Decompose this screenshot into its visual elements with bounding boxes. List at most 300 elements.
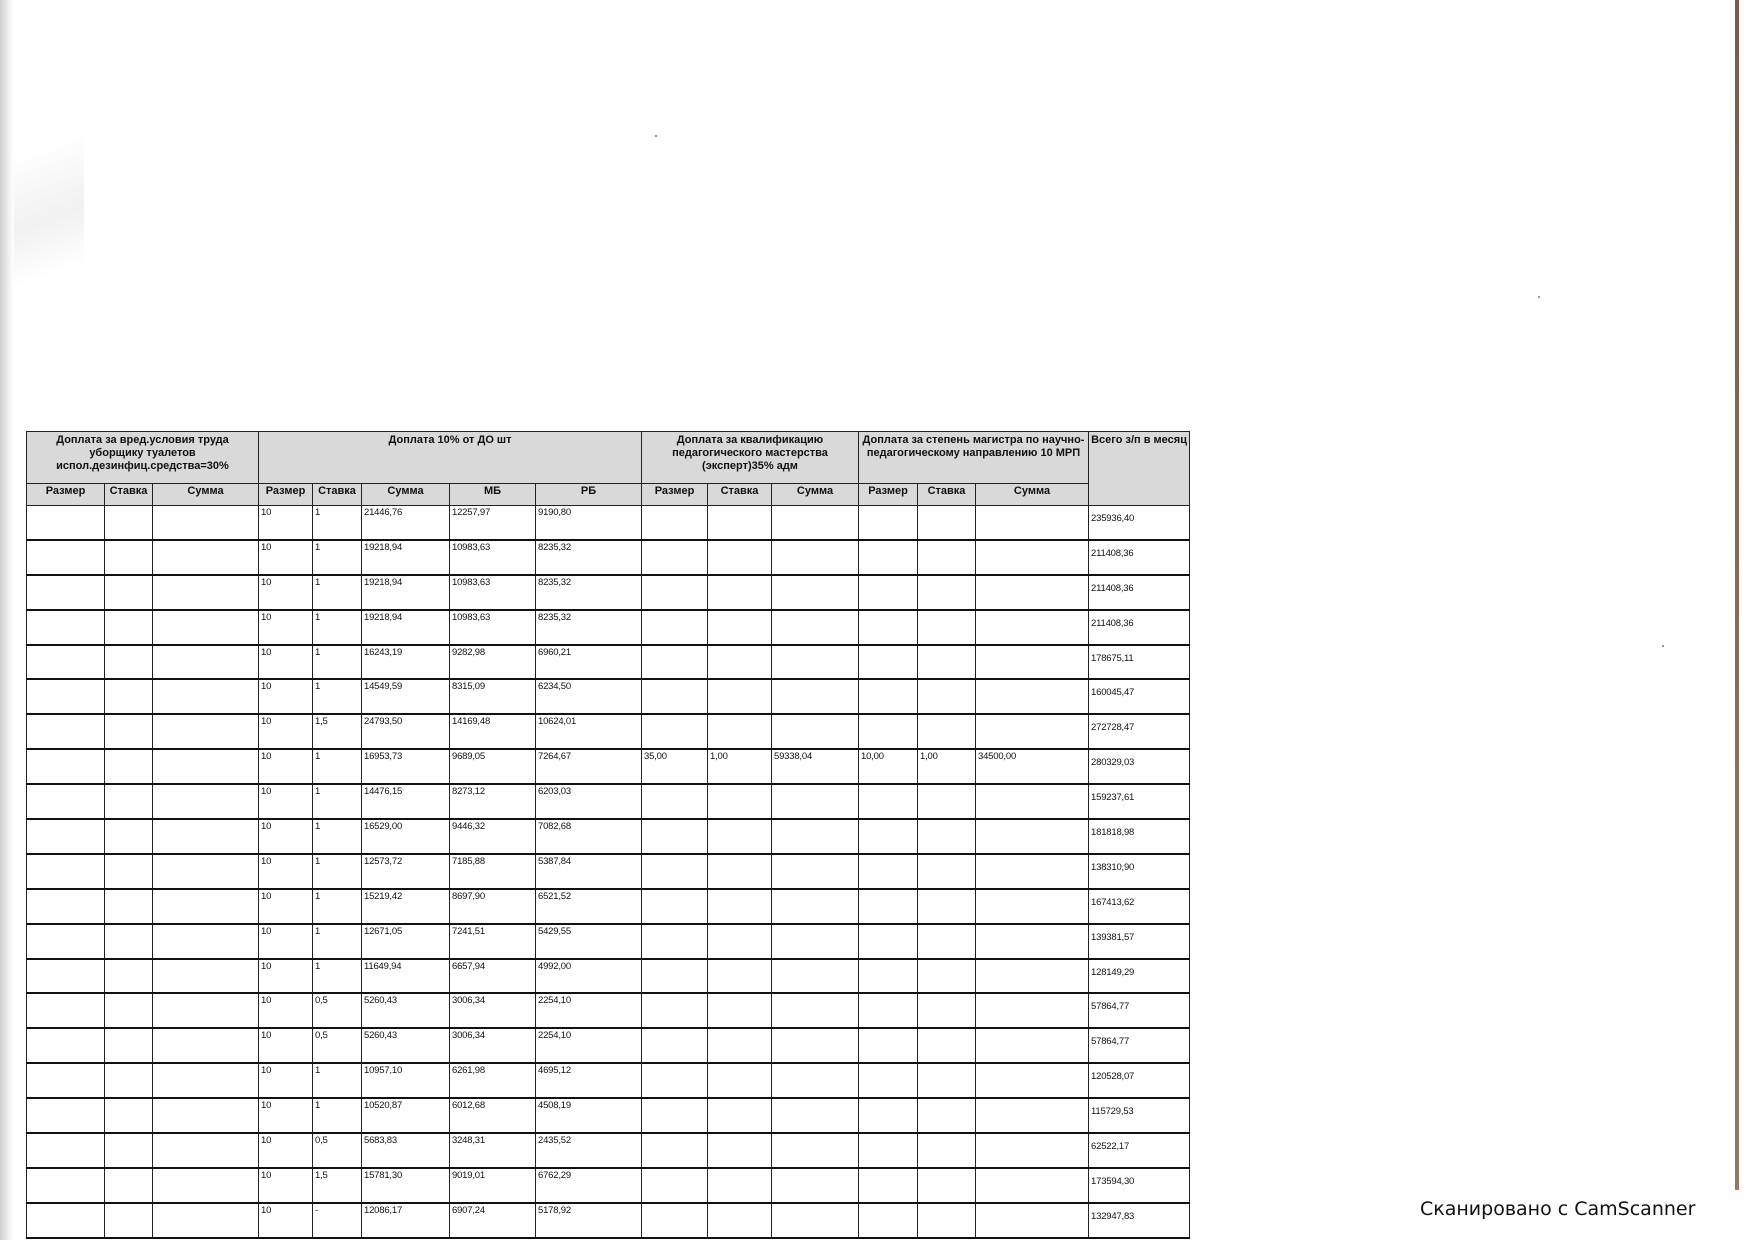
table-cell: [642, 679, 708, 714]
table-row: [27, 575, 1190, 610]
subheader-master-rate: Ставка: [918, 484, 976, 506]
table-cell: 1: [313, 819, 362, 854]
table-cell: 10624,01: [536, 714, 642, 749]
table-cell: [859, 1168, 918, 1203]
table-body: [27, 506, 1190, 1238]
scan-speck: [655, 135, 657, 137]
subheader-qual-rate: Ставка: [708, 484, 772, 506]
table-cell: 1: [313, 1063, 362, 1098]
table-cell: [859, 506, 918, 540]
table-cell: 6234,50: [536, 679, 642, 714]
table-cell: [859, 993, 918, 1028]
table-cell: [153, 1028, 259, 1063]
table-cell: [153, 679, 259, 714]
table-cell: 5387,84: [536, 854, 642, 889]
table-cell: [105, 610, 153, 645]
table-cell: [708, 575, 772, 610]
table-cell: [976, 1133, 1089, 1168]
table-cell: [772, 575, 859, 610]
table-cell: [976, 819, 1089, 854]
table-cell: [976, 610, 1089, 645]
table-cell: 5683,83: [362, 1133, 450, 1168]
table-cell: [642, 993, 708, 1028]
table-cell: 3006,34: [450, 1028, 536, 1063]
table-cell: [708, 645, 772, 680]
table-cell: [772, 1063, 859, 1098]
table-cell: 1,5: [313, 1168, 362, 1203]
table-row: [27, 1133, 1190, 1168]
table-cell: [859, 784, 918, 819]
table-cell: [976, 1098, 1089, 1133]
table-cell: 10957,10: [362, 1063, 450, 1098]
table-cell: [918, 924, 976, 959]
table-cell: [976, 784, 1089, 819]
table-cell: [642, 819, 708, 854]
table-cell: [859, 645, 918, 680]
table-row: [27, 749, 1190, 784]
table-row: [27, 645, 1190, 680]
table-cell: 10,00: [859, 749, 918, 784]
table-cell: [153, 784, 259, 819]
table-cell: 1: [313, 575, 362, 610]
table-cell: 15219,42: [362, 889, 450, 924]
table-cell: [976, 645, 1089, 680]
table-cell: 10: [259, 749, 313, 784]
table-cell: 35,00: [642, 749, 708, 784]
table-cell: 10: [259, 645, 313, 680]
table-cell: [27, 506, 105, 540]
table-cell: [859, 1203, 918, 1238]
table-cell: 1,00: [918, 749, 976, 784]
table-cell: [708, 610, 772, 645]
table-cell: [708, 1133, 772, 1168]
table-cell: [105, 959, 153, 994]
table-cell: [859, 1063, 918, 1098]
table-cell: [153, 1133, 259, 1168]
table-cell: 7241,51: [450, 924, 536, 959]
table-cell: [976, 506, 1089, 540]
table-cell: 14476,15: [362, 784, 450, 819]
table-cell: [859, 540, 918, 575]
scan-speck: [1538, 296, 1540, 298]
table-cell: [708, 819, 772, 854]
table-cell: [27, 959, 105, 994]
table-cell: 1: [313, 679, 362, 714]
table-cell: 10: [259, 1168, 313, 1203]
table-cell: [976, 679, 1089, 714]
table-cell: [153, 1203, 259, 1238]
table-cell: [708, 1203, 772, 1238]
total-cell: 173594,30: [1089, 1168, 1190, 1203]
table-cell: [859, 714, 918, 749]
table-row: [27, 506, 1190, 540]
table-cell: 6762,29: [536, 1168, 642, 1203]
table-cell: 10520,87: [362, 1098, 450, 1133]
table-cell: [105, 575, 153, 610]
table-cell: [708, 993, 772, 1028]
table-cell: 8315,09: [450, 679, 536, 714]
table-cell: [976, 854, 1089, 889]
table-cell: 0,5: [313, 1133, 362, 1168]
camscanner-watermark: Сканировано с CamScanner: [1420, 1198, 1696, 1220]
table-cell: 6960,21: [536, 645, 642, 680]
table-cell: 2254,10: [536, 993, 642, 1028]
table-cell: [153, 959, 259, 994]
header-group-row: [27, 432, 1190, 484]
table-cell: [918, 889, 976, 924]
subheader-bonus-sum: Сумма: [362, 484, 450, 506]
group-header-total: Всего з/п в месяц: [1089, 432, 1190, 506]
table-cell: 12257,97: [450, 506, 536, 540]
table-cell: [708, 679, 772, 714]
table-cell: 4508,19: [536, 1098, 642, 1133]
table-cell: 10: [259, 540, 313, 575]
scan-right-margin: [1739, 0, 1755, 1190]
table-row: [27, 1028, 1190, 1063]
table-cell: 10: [259, 610, 313, 645]
table-cell: [976, 924, 1089, 959]
table-cell: 8273,12: [450, 784, 536, 819]
total-cell: 57864,77: [1089, 1028, 1190, 1063]
table-cell: [105, 854, 153, 889]
table-cell: [153, 819, 259, 854]
table-cell: [153, 889, 259, 924]
subheader-bonus-rb: РБ: [536, 484, 642, 506]
table-cell: [105, 540, 153, 575]
table-cell: [153, 540, 259, 575]
table-cell: 16243,19: [362, 645, 450, 680]
table-cell: [153, 749, 259, 784]
table-cell: 10: [259, 924, 313, 959]
table-cell: 15781,30: [362, 1168, 450, 1203]
table-cell: 10: [259, 1028, 313, 1063]
table-row: [27, 854, 1190, 889]
table-cell: 4992,00: [536, 959, 642, 994]
table-cell: 6521,52: [536, 889, 642, 924]
table-cell: [27, 1028, 105, 1063]
table-cell: [772, 679, 859, 714]
table-cell: [27, 1063, 105, 1098]
table-cell: [918, 819, 976, 854]
table-cell: [105, 645, 153, 680]
table-cell: [918, 784, 976, 819]
table-cell: 1: [313, 610, 362, 645]
table-cell: 3248,31: [450, 1133, 536, 1168]
table-cell: [27, 540, 105, 575]
total-cell: 138310,90: [1089, 854, 1190, 889]
table-cell: [153, 506, 259, 540]
table-cell: [976, 1063, 1089, 1098]
table-cell: 1: [313, 889, 362, 924]
header-sub-row: [27, 484, 1190, 506]
table-cell: [708, 540, 772, 575]
table-cell: 2254,10: [536, 1028, 642, 1063]
table-cell: [918, 1168, 976, 1203]
table-cell: 0,5: [313, 993, 362, 1028]
table-cell: [772, 784, 859, 819]
table-cell: 10983,63: [450, 575, 536, 610]
table-cell: 59338,04: [772, 749, 859, 784]
table-cell: [105, 1098, 153, 1133]
table-cell: 19218,94: [362, 575, 450, 610]
total-cell: 159237,61: [1089, 784, 1190, 819]
table-cell: 12086,17: [362, 1203, 450, 1238]
table-cell: [27, 575, 105, 610]
subheader-harm-sum: Сумма: [153, 484, 259, 506]
scan-paper-fold: [14, 0, 84, 360]
table-cell: [27, 1168, 105, 1203]
total-cell: 57864,77: [1089, 993, 1190, 1028]
total-cell: 235936,40: [1089, 506, 1190, 540]
table-cell: 10: [259, 889, 313, 924]
table-row: [27, 1203, 1190, 1238]
table-cell: [918, 1203, 976, 1238]
table-cell: [772, 854, 859, 889]
table-row: [27, 540, 1190, 575]
total-cell: 211408,36: [1089, 575, 1190, 610]
table-cell: [708, 959, 772, 994]
table-cell: [918, 575, 976, 610]
table-cell: 10983,63: [450, 610, 536, 645]
table-cell: [859, 959, 918, 994]
table-cell: 34500,00: [976, 749, 1089, 784]
table-cell: 10: [259, 714, 313, 749]
subheader-qual-size: Размер: [642, 484, 708, 506]
subheader-bonus-size: Размер: [259, 484, 313, 506]
table-cell: 10: [259, 959, 313, 994]
table-cell: 6907,24: [450, 1203, 536, 1238]
table-cell: 7185,88: [450, 854, 536, 889]
group-header-master: Доплата за степень магистра по научно-педагогическому направлению 10 МРП: [859, 432, 1089, 484]
table-cell: [642, 1133, 708, 1168]
table-cell: [27, 610, 105, 645]
table-cell: [27, 784, 105, 819]
subheader-master-sum: Сумма: [976, 484, 1089, 506]
table-cell: [642, 784, 708, 819]
table-cell: [772, 993, 859, 1028]
table-cell: [772, 1168, 859, 1203]
table-cell: [772, 645, 859, 680]
table-cell: [105, 889, 153, 924]
table-cell: 11649,94: [362, 959, 450, 994]
table-cell: [918, 959, 976, 994]
table-cell: [772, 1098, 859, 1133]
table-cell: [918, 854, 976, 889]
total-cell: 178675,11: [1089, 645, 1190, 680]
table-cell: [642, 540, 708, 575]
table-cell: 1: [313, 540, 362, 575]
table-cell: [153, 714, 259, 749]
total-cell: 167413,62: [1089, 889, 1190, 924]
table-cell: [708, 1098, 772, 1133]
table-cell: [642, 959, 708, 994]
table-row: [27, 784, 1190, 819]
table-row: [27, 819, 1190, 854]
table-cell: [918, 610, 976, 645]
table-cell: [27, 1098, 105, 1133]
table-cell: [105, 819, 153, 854]
table-cell: 6261,98: [450, 1063, 536, 1098]
table-cell: [642, 506, 708, 540]
table-cell: [642, 645, 708, 680]
total-cell: 120528,07: [1089, 1063, 1190, 1098]
table-cell: [708, 784, 772, 819]
table-cell: 1: [313, 749, 362, 784]
table-cell: [105, 1063, 153, 1098]
table-row: [27, 1098, 1190, 1133]
table-cell: 1: [313, 784, 362, 819]
table-cell: [772, 610, 859, 645]
table-cell: 1,00: [708, 749, 772, 784]
table-cell: [708, 924, 772, 959]
table-cell: [153, 610, 259, 645]
table-cell: [642, 1028, 708, 1063]
table-cell: [918, 645, 976, 680]
table-cell: 10: [259, 1098, 313, 1133]
table-cell: [27, 924, 105, 959]
table-cell: [859, 1098, 918, 1133]
table-cell: [27, 645, 105, 680]
table-cell: 6657,94: [450, 959, 536, 994]
table-cell: [859, 575, 918, 610]
table-cell: [708, 1028, 772, 1063]
table-cell: [976, 1203, 1089, 1238]
table-cell: 5429,55: [536, 924, 642, 959]
total-cell: 211408,36: [1089, 540, 1190, 575]
group-header-bonus10: Доплата 10% от ДО шт: [259, 432, 642, 484]
table-cell: [859, 854, 918, 889]
group-header-qualification: Доплата за квалификацию педагогического мастерства (эксперт)35% адм: [642, 432, 859, 484]
table-cell: 9282,98: [450, 645, 536, 680]
table-cell: [772, 959, 859, 994]
table-cell: 12573,72: [362, 854, 450, 889]
table-cell: [27, 1203, 105, 1238]
table-cell: 19218,94: [362, 610, 450, 645]
table-row: [27, 959, 1190, 994]
subheader-harm-rate: Ставка: [105, 484, 153, 506]
table-cell: [642, 1063, 708, 1098]
table-cell: 9446,32: [450, 819, 536, 854]
table-cell: [976, 993, 1089, 1028]
table-cell: [27, 993, 105, 1028]
table-cell: [976, 575, 1089, 610]
table-cell: 10: [259, 679, 313, 714]
table-cell: [772, 506, 859, 540]
table-cell: 3006,34: [450, 993, 536, 1028]
table-cell: 10: [259, 854, 313, 889]
table-cell: [976, 540, 1089, 575]
table-cell: [153, 854, 259, 889]
table-cell: 10: [259, 575, 313, 610]
table-cell: [642, 575, 708, 610]
table-cell: [105, 784, 153, 819]
table-cell: 9190,80: [536, 506, 642, 540]
table-cell: [976, 1168, 1089, 1203]
table-cell: 16953,73: [362, 749, 450, 784]
table-cell: [105, 679, 153, 714]
table-cell: [105, 506, 153, 540]
total-cell: 272728,47: [1089, 714, 1190, 749]
table-cell: [27, 749, 105, 784]
total-cell: 115729,53: [1089, 1098, 1190, 1133]
table-cell: [708, 854, 772, 889]
table-cell: [27, 889, 105, 924]
table-cell: 12671,05: [362, 924, 450, 959]
table-cell: 0,5: [313, 1028, 362, 1063]
table-cell: 10: [259, 1133, 313, 1168]
table-cell: 6203,03: [536, 784, 642, 819]
salary-table: [26, 431, 1190, 1239]
table-cell: [105, 1168, 153, 1203]
table-cell: [153, 645, 259, 680]
table-cell: 1: [313, 645, 362, 680]
table-cell: 10983,63: [450, 540, 536, 575]
table-cell: 5178,92: [536, 1203, 642, 1238]
table-cell: [153, 993, 259, 1028]
table-cell: 4695,12: [536, 1063, 642, 1098]
table-row: [27, 993, 1190, 1028]
table-cell: 7264,67: [536, 749, 642, 784]
table-row: [27, 889, 1190, 924]
table-row: [27, 1168, 1190, 1203]
table-cell: 1,5: [313, 714, 362, 749]
table-cell: 1: [313, 854, 362, 889]
table-cell: [772, 1028, 859, 1063]
scan-speck: [1662, 645, 1664, 647]
subheader-master-size: Размер: [859, 484, 918, 506]
table-cell: [918, 506, 976, 540]
table-cell: 10: [259, 506, 313, 540]
table-cell: [27, 819, 105, 854]
table-row: [27, 610, 1190, 645]
table-cell: [772, 540, 859, 575]
table-cell: 1: [313, 924, 362, 959]
subheader-harm-size: Размер: [27, 484, 105, 506]
total-cell: 139381,57: [1089, 924, 1190, 959]
table-cell: [153, 1168, 259, 1203]
table-cell: [918, 1098, 976, 1133]
table-cell: [708, 714, 772, 749]
table-cell: [27, 679, 105, 714]
table-cell: [153, 575, 259, 610]
table-cell: [642, 1098, 708, 1133]
table-cell: 10: [259, 819, 313, 854]
table-cell: [772, 1133, 859, 1168]
table-cell: [153, 1098, 259, 1133]
table-cell: [772, 889, 859, 924]
table-cell: [918, 1028, 976, 1063]
table-cell: [859, 679, 918, 714]
table-cell: 8697,90: [450, 889, 536, 924]
table-cell: 10: [259, 1203, 313, 1238]
table-cell: 14549,59: [362, 679, 450, 714]
table-cell: [642, 1168, 708, 1203]
table-cell: 5260,43: [362, 1028, 450, 1063]
table-cell: [918, 714, 976, 749]
table-cell: 8235,32: [536, 575, 642, 610]
table-cell: [642, 610, 708, 645]
table-row: [27, 679, 1190, 714]
table-cell: [918, 1063, 976, 1098]
table-cell: [27, 714, 105, 749]
table-cell: [859, 1133, 918, 1168]
table-row: [27, 714, 1190, 749]
table-cell: 19218,94: [362, 540, 450, 575]
subheader-qual-sum: Сумма: [772, 484, 859, 506]
total-cell: 62522,17: [1089, 1133, 1190, 1168]
table-cell: 21446,76: [362, 506, 450, 540]
table-cell: [708, 1168, 772, 1203]
